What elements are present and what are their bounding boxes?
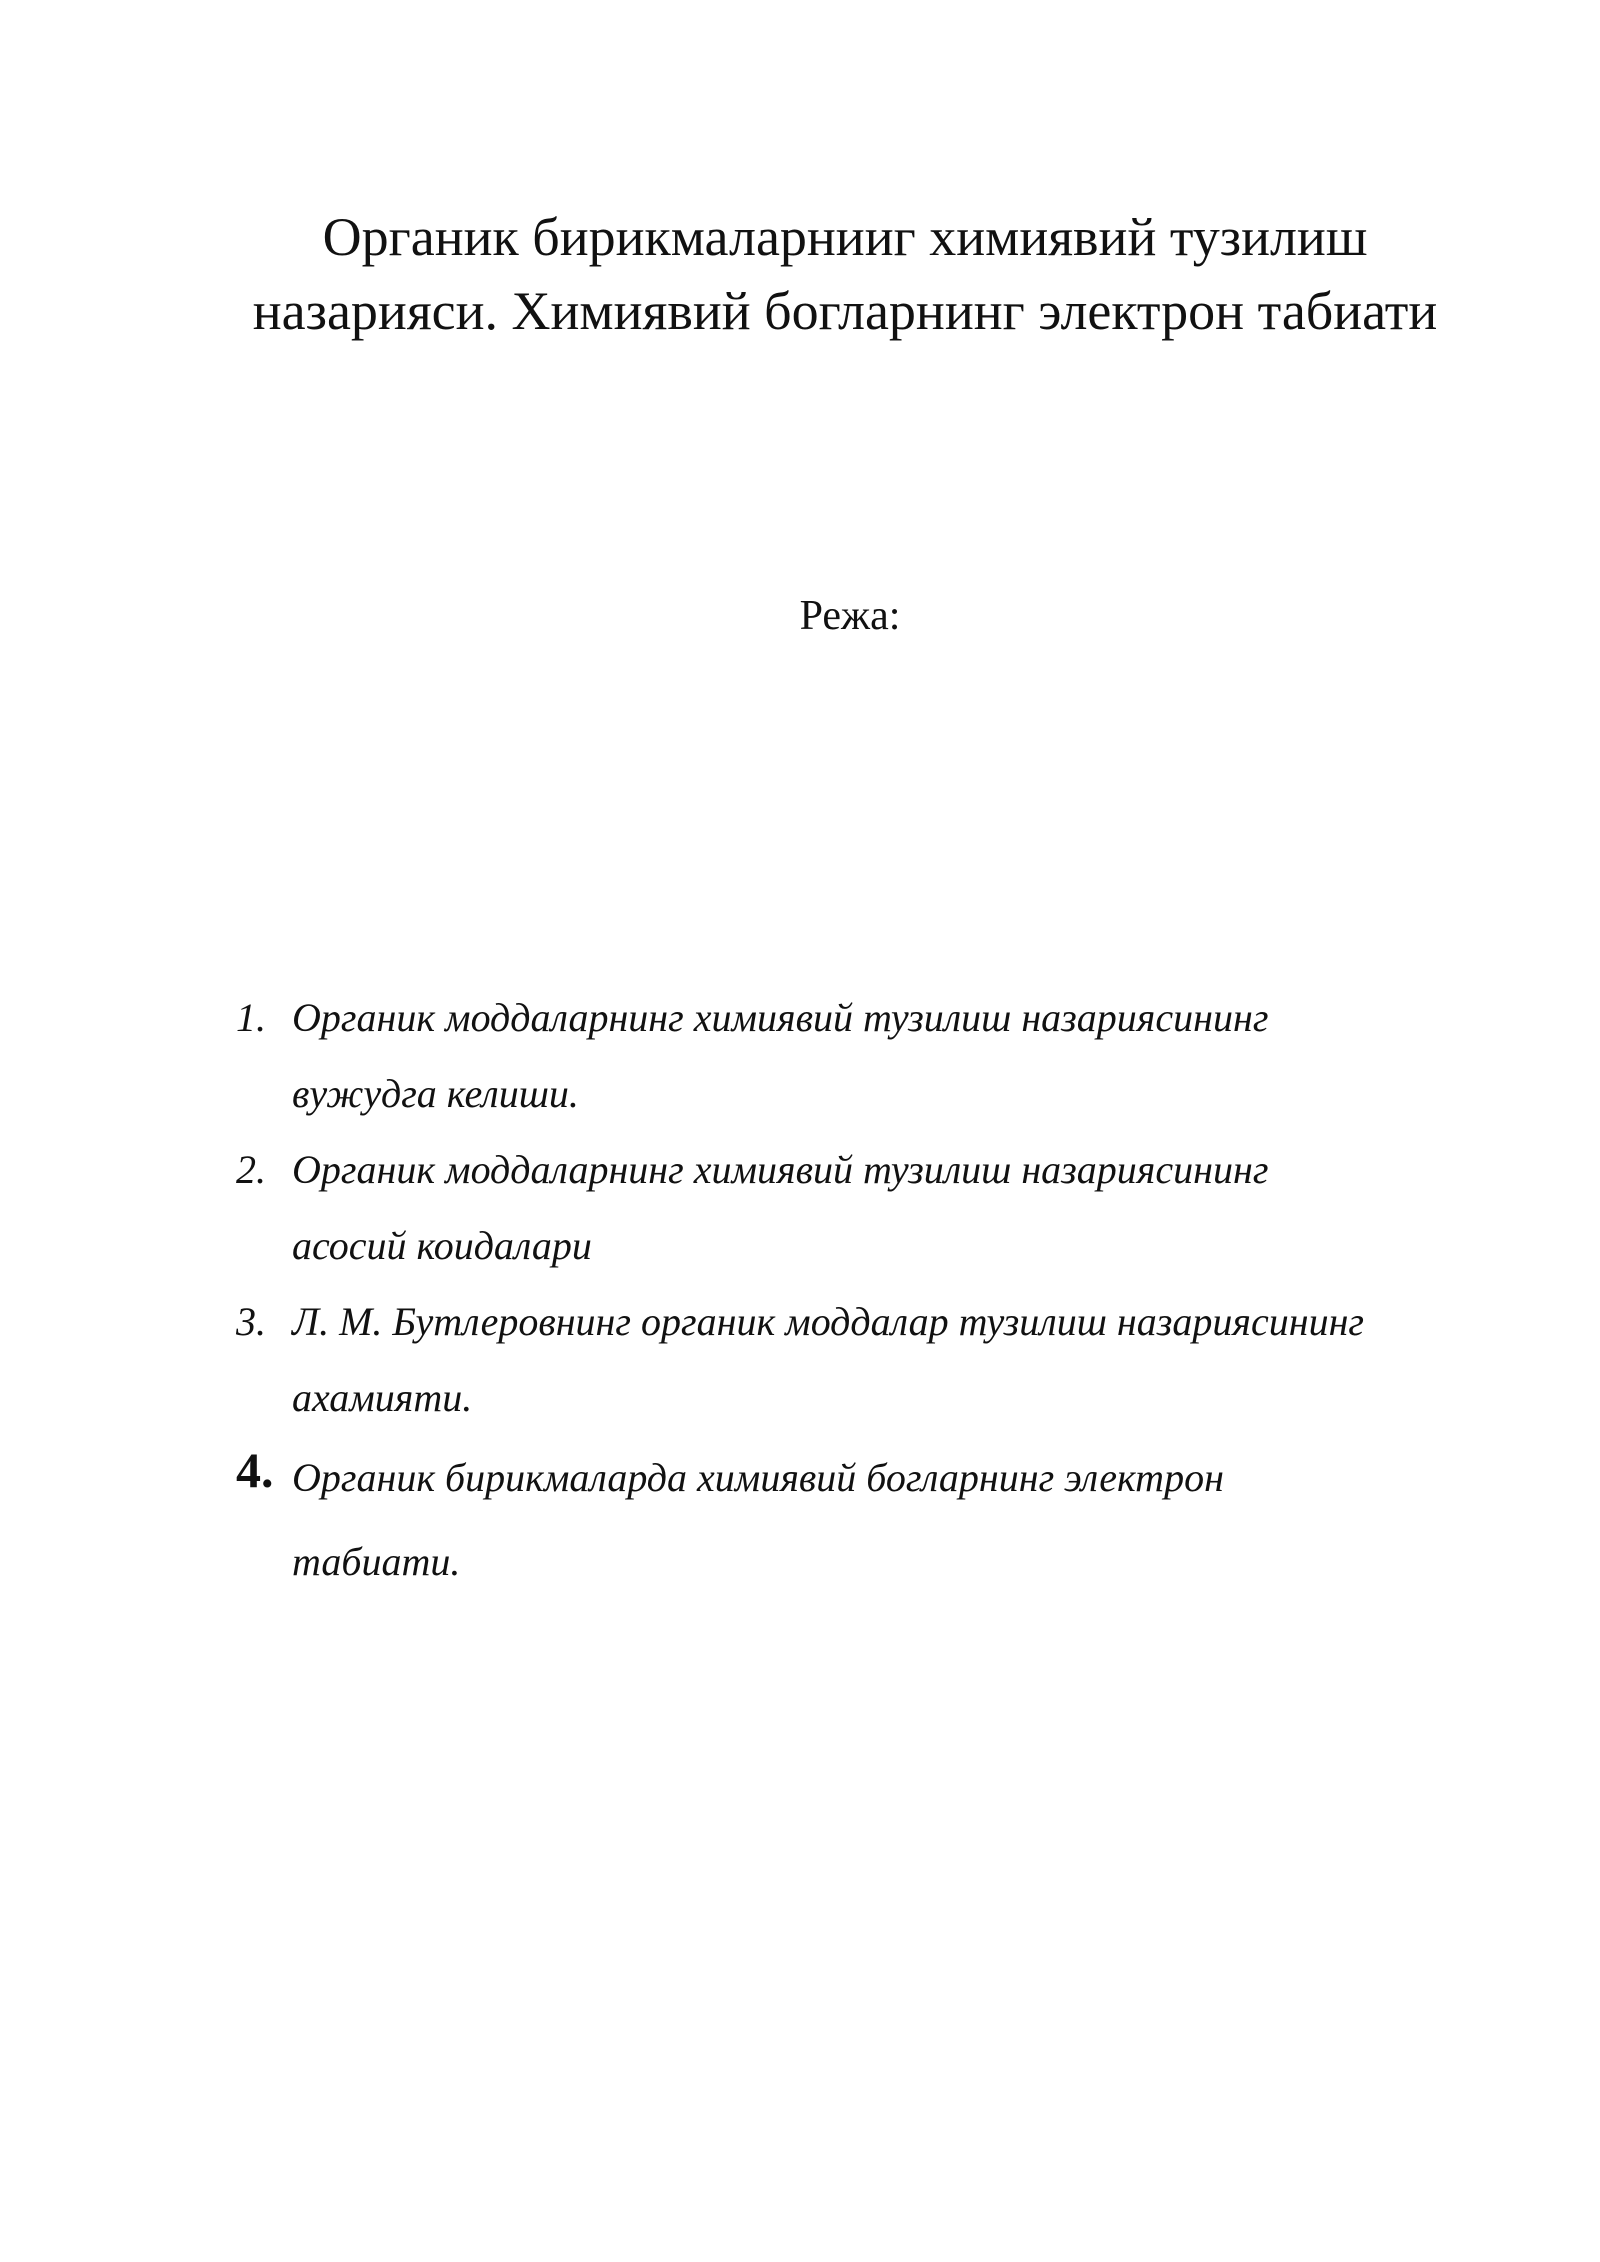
plan-item-text: Органик моддаларнинг химиявий тузилиш назариясининг — [292, 995, 1269, 1040]
plan-item-number: 2. — [236, 1147, 266, 1192]
plan-item-text: Органик моддаларнинг химиявий тузилиш назариясининг — [292, 1147, 1269, 1192]
plan-item-text: табиати. — [292, 1539, 461, 1584]
plan-item-text: асосий коидалари — [292, 1223, 592, 1268]
plan-list — [236, 980, 1496, 1604]
plan-item-number: 3. — [236, 1299, 266, 1344]
plan-item-number: 4. — [236, 1442, 274, 1498]
plan-item-text: ахамияти. — [292, 1375, 473, 1420]
plan-item-3 — [236, 1284, 1496, 1436]
plan-item-2 — [236, 1132, 1496, 1284]
plan-item-text: Органик бирикмаларда химиявий богларнинг электрон — [292, 1455, 1224, 1500]
plan-item-1 — [236, 980, 1496, 1132]
page-title: Органик бирикмаларнииг химиявий тузилиш назарияси. Химиявий богларнинг электрон табиати — [252, 207, 1438, 341]
plan-item-text: вужудга келиши. — [292, 1071, 579, 1116]
plan-item-number: 1. — [236, 995, 266, 1040]
plan-item-4 — [236, 1436, 1496, 1604]
plan-heading: Режа: — [799, 593, 901, 639]
plan-item-text: Л. М. Бутлеровнинг органик моддалар тузилиш назариясининг — [292, 1299, 1365, 1344]
